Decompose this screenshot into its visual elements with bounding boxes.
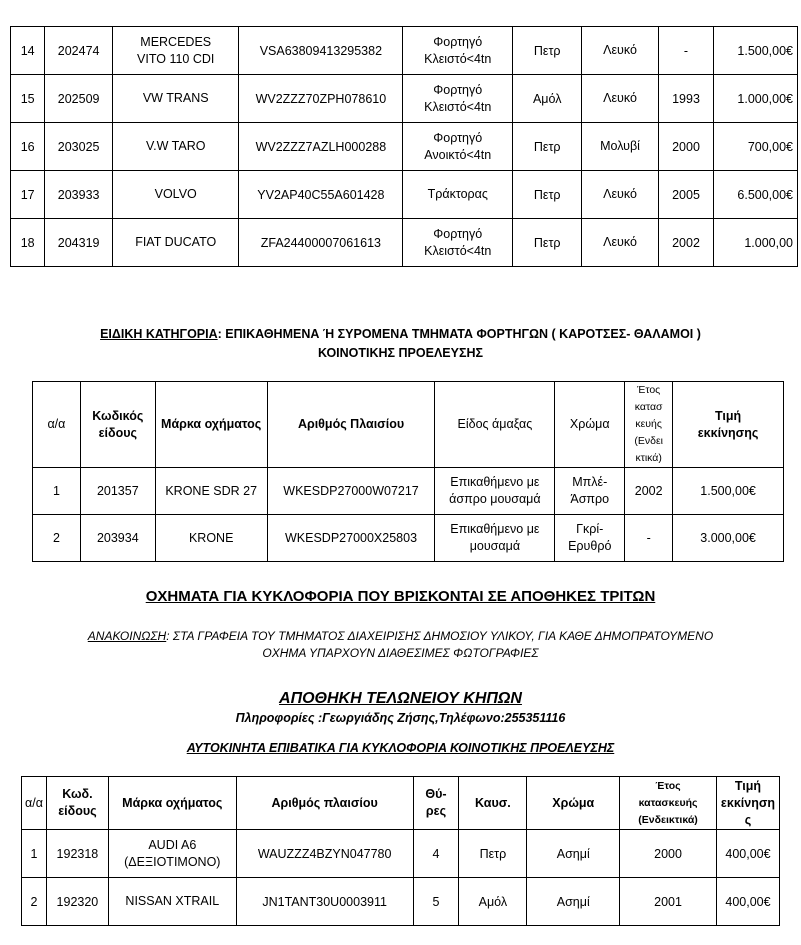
- row-number: 17: [11, 171, 45, 219]
- vehicle-type-line: Φορτηγό: [433, 34, 483, 49]
- special-category-line1: : ΕΠΙΚΑΘΗΜΕΝΑ Ή ΣΥΡΟΜΕΝΑ ΤΜΗΜΑΤΑ ΦΟΡΤΗΓΩΝ ( ΚΑΡΟΤΣΕΣ- ΘΑΛΑΜΟΙ ): [217, 327, 701, 341]
- col-header-n: [22, 777, 47, 830]
- col-header-fuel: [459, 777, 527, 830]
- vehicle-make-line: V.W TARO: [145, 139, 206, 153]
- vehicle-color: [582, 219, 659, 267]
- table-row: [11, 171, 798, 219]
- header-line: Κωδικός: [92, 408, 144, 423]
- item-code: 202474: [45, 27, 113, 75]
- body-type: [435, 515, 555, 562]
- chassis-number: WKESDP27000W07217: [267, 468, 435, 515]
- announcement: [0, 628, 801, 662]
- vehicle-type-line: Φορτηγό: [433, 82, 483, 97]
- year: 2001: [620, 878, 717, 926]
- vehicle-make-line: FIAT DUCATO: [135, 235, 217, 249]
- vehicle-color-line: Ερυθρό: [568, 539, 612, 553]
- table-row: [11, 27, 798, 75]
- chassis-number: JN1TANT30U0003911: [236, 878, 413, 926]
- item-code: 203933: [45, 171, 113, 219]
- row-number: 16: [11, 123, 45, 171]
- col-header-year: [620, 777, 717, 830]
- vehicle-color-line: Λευκό: [603, 235, 637, 249]
- vehicle-color: [582, 75, 659, 123]
- item-code: 192318: [46, 830, 108, 878]
- chassis-number: WV2ZZZ7AZLH000288: [239, 123, 403, 171]
- vehicle-type-line: Κλειστό<4tn: [424, 99, 492, 114]
- vehicle-make-line: NISSAN XTRAIL: [125, 894, 220, 908]
- vehicle-color: [555, 468, 625, 515]
- header-line: εκκίνηση: [720, 795, 776, 810]
- fuel-type: Πετρ: [513, 123, 582, 171]
- cars-subtitle: ΑΥΤΟΚΙΝΗΤΑ ΕΠΙΒΑΤΙΚΑ ΓΙΑ ΚΥΚΛΟΦΟΡΙΑ ΚΟΙΝΟΤΙΚΗΣ ΠΡΟΕΛΕΥΣΗΣ: [186, 741, 615, 755]
- vehicle-type: [403, 123, 513, 171]
- vehicle-color: [555, 515, 625, 562]
- doors: 4: [413, 830, 459, 878]
- vehicle-type-line: Ανοικτό<4tn: [424, 147, 492, 162]
- vehicle-make: [112, 171, 238, 219]
- vehicle-make-line: VITO 110 CDI: [137, 51, 215, 66]
- vehicle-type: [403, 75, 513, 123]
- fuel-type: Πετρ: [513, 171, 582, 219]
- year: 2002: [658, 219, 714, 267]
- vehicle-make: KRONE: [155, 515, 267, 562]
- vehicle-make-line: MERCEDES: [140, 34, 212, 49]
- header-line: α/α: [47, 417, 66, 431]
- starting-price: 1.000,00€: [714, 75, 798, 123]
- vehicle-color: Ασημί: [527, 878, 620, 926]
- table-header-row: [22, 777, 780, 830]
- starting-price: 3.000,00€: [673, 515, 784, 562]
- header-line: κτικά): [635, 452, 662, 464]
- year: 2000: [620, 830, 717, 878]
- header-line: είδους: [58, 804, 97, 818]
- item-code: 201357: [80, 468, 155, 515]
- row-number: 14: [11, 27, 45, 75]
- table-row: [11, 123, 798, 171]
- chassis-number: WV2ZZZ70ZPH078610: [239, 75, 403, 123]
- vehicle-make: [108, 878, 236, 926]
- row-number: 1: [33, 468, 81, 515]
- item-code: 202509: [45, 75, 113, 123]
- chassis-number: WKESDP27000X25803: [267, 515, 435, 562]
- announcement-line2: ΟΧΗΜΑ ΥΠΑΡΧΟΥΝ ΔΙΑΘΕΣΙΜΕΣ ΦΩΤΟΓΡΑΦΙΕΣ: [262, 646, 539, 660]
- table-row: [11, 219, 798, 267]
- header-line: Τιμή: [714, 408, 742, 423]
- header-line: Μάρκα οχήματος: [122, 795, 223, 810]
- fuel-type: Αμόλ: [513, 75, 582, 123]
- vehicle-type-line: Κλειστό<4tn: [424, 51, 492, 66]
- header-line: Αριθμός πλαισίου: [271, 795, 378, 810]
- header-line: Χρώμα: [552, 795, 595, 810]
- col-header-color: [555, 382, 625, 468]
- col-header-color: [527, 777, 620, 830]
- vehicle-color-line: Μολυβί: [600, 139, 640, 153]
- announcement-label: ΑΝΑΚΟΙΝΩΣΗ: [87, 629, 167, 643]
- warehouse-title: ΑΠΟΘΗΚΗ ΤΕΛΩΝΕΙΟΥ ΚΗΠΩΝ: [279, 690, 522, 707]
- starting-price: 1.500,00€: [673, 468, 784, 515]
- third-party-title: ΟΧΗΜΑΤΑ ΓΙΑ ΚΥΚΛΟΦΟΡΙΑ ΠΟΥ ΒΡΙΣΚΟΝΤΑΙ ΣΕ ΑΠΟΘΗΚΕΣ ΤΡΙΤΩΝ: [145, 588, 656, 605]
- vehicle-color: Ασημί: [527, 830, 620, 878]
- header-line: εκκίνησης: [697, 425, 759, 440]
- col-header-year: [625, 382, 673, 468]
- cars-table: [21, 776, 780, 926]
- item-code: 204319: [45, 219, 113, 267]
- col-header-body: [435, 382, 555, 468]
- fuel-type: Πετρ: [513, 27, 582, 75]
- header-line: (Ενδει: [634, 435, 663, 447]
- announcement-line1: : ΣΤΑ ΓΡΑΦΕΙΑ ΤΟΥ ΤΜΗΜΑΤΟΣ ΔΙΑΧΕΙΡΙΣΗΣ ΔΗΜΟΣΙΟΥ ΥΛΙΚΟΥ, ΓΙΑ ΚΑΘΕ ΔΗΜΟΠΡΑΤΟΥΜΕΝΟ: [166, 629, 714, 643]
- vehicle-color-line: Άσπρο: [570, 492, 610, 506]
- col-header-vin: [236, 777, 413, 830]
- header-line: Μάρκα οχήματος: [161, 417, 262, 431]
- vehicle-color: [582, 27, 659, 75]
- header-line: Έτος: [637, 384, 661, 396]
- header-line: ς: [744, 812, 752, 827]
- vehicle-make: [112, 75, 238, 123]
- vehicle-type-line: Τράκτορας: [427, 187, 488, 201]
- header-line: Καυσ.: [475, 795, 511, 810]
- col-header-price: [716, 777, 779, 830]
- row-number: 2: [22, 878, 47, 926]
- table-row: [22, 878, 780, 926]
- col-header-make: [108, 777, 236, 830]
- body-type: [435, 468, 555, 515]
- year: 2005: [658, 171, 714, 219]
- vehicle-type: [403, 27, 513, 75]
- row-number: 15: [11, 75, 45, 123]
- chassis-number: WAUZZZ4BZYN047780: [236, 830, 413, 878]
- col-header-code: [46, 777, 108, 830]
- table-row: [11, 75, 798, 123]
- vehicle-type: [403, 171, 513, 219]
- col-header-make: [155, 382, 267, 468]
- starting-price: 400,00€: [716, 878, 779, 926]
- fuel-type: Αμόλ: [459, 878, 527, 926]
- header-line: Κωδ.: [62, 787, 93, 801]
- table-row: [22, 830, 780, 878]
- header-line: Θύ-: [425, 787, 447, 801]
- header-line: κευής: [635, 418, 662, 430]
- vehicle-make: [112, 123, 238, 171]
- vehicle-color: [582, 123, 659, 171]
- vehicle-make-line: AUDI A6: [148, 837, 197, 852]
- header-line: κατασκευής: [638, 796, 698, 809]
- table-row: [33, 468, 784, 515]
- starting-price: 6.500,00€: [714, 171, 798, 219]
- year: -: [625, 515, 673, 562]
- starting-price: 1.500,00€: [714, 27, 798, 75]
- vehicle-color: [582, 171, 659, 219]
- vehicle-make-line: (ΔΕΞΙΟΤΙΜΟΝΟ): [124, 854, 221, 869]
- body-type-line: μουσαμά: [469, 539, 521, 553]
- header-line: Τιμή: [734, 778, 762, 793]
- header-line: (Ενδεικτικά): [638, 813, 698, 826]
- fuel-type: Πετρ: [459, 830, 527, 878]
- col-header-doors: [413, 777, 459, 830]
- fuel-type: Πετρ: [513, 219, 582, 267]
- special-category-heading: [0, 325, 801, 363]
- vehicle-make: [112, 219, 238, 267]
- vehicle-make-line: VOLVO: [154, 187, 197, 201]
- col-header-n: [33, 382, 81, 468]
- row-number: 1: [22, 830, 47, 878]
- vehicle-type-line: Κλειστό<4tn: [424, 243, 492, 258]
- vehicle-make: [108, 830, 236, 878]
- year: -: [658, 27, 714, 75]
- warehouse-info: Πληροφορίες :Γεωργιάδης Ζήσης,Τηλέφωνο:255351116: [235, 711, 566, 725]
- special-category-label: ΕΙΔΙΚΗ ΚΑΤΗΓΟΡΙΑ: [100, 327, 218, 341]
- header-line: Είδος άμαξας: [457, 417, 533, 431]
- header-line: είδους: [98, 425, 138, 440]
- vehicle-type: [403, 219, 513, 267]
- table-row: [33, 515, 784, 562]
- chassis-number: YV2AP40C55A601428: [239, 171, 403, 219]
- year: 2000: [658, 123, 714, 171]
- vehicle-make-line: VW TRANS: [142, 91, 209, 105]
- row-number: 2: [33, 515, 81, 562]
- header-line: Αριθμός Πλαισίου: [297, 417, 405, 431]
- starting-price: 1.000,00: [714, 219, 798, 267]
- vehicle-make: [112, 27, 238, 75]
- vehicle-color-line: Γκρί-: [576, 522, 604, 536]
- table-header-row: [33, 382, 784, 468]
- trailers-table: [32, 381, 784, 562]
- body-type-line: Επικαθήμενο με: [450, 522, 540, 536]
- body-type-line: άσπρο μουσαμά: [449, 492, 541, 506]
- header-line: Χρώμα: [569, 417, 610, 431]
- vehicle-make: KRONE SDR 27: [155, 468, 267, 515]
- header-line: Έτος: [655, 779, 681, 792]
- chassis-number: ZFA24400007061613: [239, 219, 403, 267]
- vehicle-type-line: Φορτηγό: [433, 226, 483, 241]
- special-category-line2: ΚΟΙΝΟΤΙΚΗΣ ΠΡΟΕΛΕΥΣΗΣ: [317, 346, 483, 360]
- item-code: 203025: [45, 123, 113, 171]
- vehicle-color-line: Λευκό: [603, 91, 637, 105]
- col-header-code: [80, 382, 155, 468]
- year: 2002: [625, 468, 673, 515]
- doors: 5: [413, 878, 459, 926]
- starting-price: 400,00€: [716, 830, 779, 878]
- header-line: ρες: [425, 804, 447, 818]
- item-code: 192320: [46, 878, 108, 926]
- vehicle-color-line: Λευκό: [603, 43, 637, 57]
- col-header-vin: [267, 382, 435, 468]
- trucks-table: [10, 26, 798, 267]
- chassis-number: VSA63809413295382: [239, 27, 403, 75]
- col-header-price: [673, 382, 784, 468]
- body-type-line: Επικαθήμενο με: [450, 475, 540, 489]
- vehicle-color-line: Μπλέ-: [572, 475, 608, 489]
- row-number: 18: [11, 219, 45, 267]
- item-code: 203934: [80, 515, 155, 562]
- header-line: α/α: [25, 795, 43, 810]
- starting-price: 700,00€: [714, 123, 798, 171]
- vehicle-type-line: Φορτηγό: [433, 130, 483, 145]
- header-line: κατασ: [634, 401, 663, 413]
- year: 1993: [658, 75, 714, 123]
- vehicle-color-line: Λευκό: [603, 187, 637, 201]
